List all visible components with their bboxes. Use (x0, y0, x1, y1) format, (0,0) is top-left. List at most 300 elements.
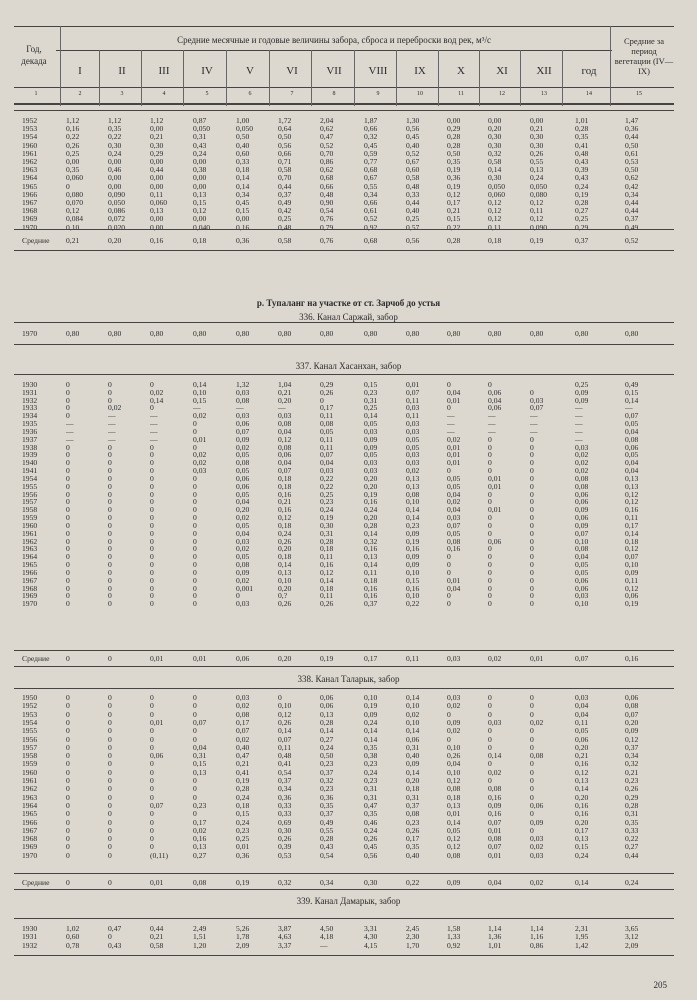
column-divider (520, 50, 521, 106)
table-cell: 0,19 (364, 701, 378, 711)
table-cell: 0,22 (406, 599, 420, 609)
table-cell: 0,08 (575, 544, 589, 554)
table-cell: 0,07 (530, 403, 544, 413)
table-cell: 0,02 (406, 709, 420, 719)
table-cell: — (278, 403, 286, 413)
table-cell: 0 (108, 878, 112, 887)
table-cell: 0 (193, 560, 197, 570)
table-row (0, 925, 697, 933)
table-cell: 0 (66, 767, 70, 777)
table-cell: 0,14 (406, 726, 420, 736)
table-cell: 0,01 (488, 505, 502, 515)
table-cell: 0,12 (278, 709, 292, 719)
table-cell: 0,25 (320, 489, 334, 499)
month-header: VIII (368, 65, 388, 77)
table-cell: 0,41 (575, 140, 589, 150)
table-row (0, 569, 697, 577)
table-cell: 0,00 (108, 173, 122, 183)
table-row (0, 133, 697, 141)
month-header: XII (536, 65, 552, 77)
table-cell: — (193, 403, 201, 413)
table-cell: 0 (66, 505, 70, 515)
table-cell: 0,02 (575, 450, 589, 460)
table-cell: 0,52 (625, 236, 639, 245)
table-cell: 0 (193, 426, 197, 436)
table-cell: 0,14 (320, 726, 334, 736)
table-cell: 0,28 (447, 132, 461, 142)
table-cell: 0,050 (530, 181, 548, 191)
table-cell: 0,08 (575, 481, 589, 491)
table-cell: 0 (320, 395, 324, 405)
table-cell: 0,44 (625, 198, 639, 207)
table-cell: 0,17 (193, 817, 207, 827)
table-cell: 0,20 (364, 513, 378, 523)
table-cell: 0,18 (193, 236, 207, 245)
table-cell: 0 (488, 489, 492, 499)
table-cell: 1,16 (530, 932, 544, 942)
table-cell: 0,62 (320, 124, 334, 134)
table-cell: 0,12 (625, 734, 639, 744)
table-cell: 0,30 (488, 173, 502, 183)
table-cell: 0,28 (364, 520, 378, 530)
table-cell: 0 (193, 599, 197, 609)
table-cell: 0,23 (406, 817, 420, 827)
table-cell: 0,03 (364, 458, 378, 468)
table-cell: 0,26 (320, 599, 334, 609)
table-cell: 0 (66, 403, 70, 413)
table-cell: 0 (66, 709, 70, 719)
table-cell: 0,43 (575, 173, 589, 183)
table-cell: 1969 (22, 214, 38, 224)
table-cell: 0,16 (625, 654, 639, 663)
average-row (0, 879, 697, 887)
table-cell: 0,11 (406, 654, 420, 663)
table-cell: 0 (108, 734, 112, 744)
table-cell: 0,53 (278, 850, 292, 860)
table-cell: 0,040 (193, 222, 211, 232)
table-cell: 0,04 (320, 458, 334, 468)
table-cell: 0 (66, 489, 70, 499)
column-number: 15 (636, 91, 642, 97)
table-cell: 0,36 (625, 124, 639, 134)
table-cell: 0 (66, 776, 70, 785)
table-cell: 0,09 (236, 567, 250, 577)
table-cell: — (447, 419, 455, 429)
table-cell: 0,16 (575, 759, 589, 769)
table-cell: 0,25 (66, 148, 80, 158)
table-row (0, 785, 697, 793)
table-cell: — (575, 426, 583, 436)
table-row (0, 498, 697, 506)
table-cell: 0,32 (364, 132, 378, 142)
table-cell: 0,57 (406, 222, 420, 232)
table-cell: 0,55 (364, 181, 378, 191)
table-cell: 0 (66, 181, 70, 191)
table-cell: 0,26 (364, 834, 378, 844)
table-cell: 0,28 (447, 236, 461, 245)
table-row (0, 397, 697, 405)
table-cell: 0,33 (236, 157, 250, 166)
table-cell: 2,09 (236, 940, 250, 950)
table-cell: 0 (193, 784, 197, 794)
table-cell: 0,13 (364, 552, 378, 562)
table-cell: — (447, 411, 455, 421)
river-title: р. Тупаланг на участке от ст. Зарчоб до устья (256, 298, 441, 308)
table-cell: 0 (150, 834, 154, 844)
table-cell: 0,52 (320, 140, 334, 150)
table-cell: 0,080 (66, 189, 84, 199)
table-cell: 0,47 (236, 751, 250, 761)
table-cell: 0,11 (530, 206, 544, 216)
table-cell: 0,32 (320, 776, 334, 785)
table-cell: 0,04 (236, 528, 250, 538)
table-cell: 0 (108, 726, 112, 736)
column-divider (438, 50, 439, 106)
table-cell: 0,70 (278, 173, 292, 183)
table-cell: 0,05 (236, 450, 250, 460)
table-cell: 0 (66, 575, 70, 585)
table-cell: 0,58 (488, 157, 502, 166)
table-cell: 0 (108, 505, 112, 515)
table-cell: 0,14 (488, 165, 502, 175)
table-cell: 0,10 (575, 599, 589, 609)
table-cell: 0,13 (193, 189, 207, 199)
table-cell: 0,16 (488, 792, 502, 802)
table-cell: 0,35 (575, 132, 589, 142)
table-cell: 0,10 (406, 497, 420, 507)
table-cell: 0,11 (320, 442, 334, 452)
table-cell: 0,02 (236, 513, 250, 523)
table-cell: 0 (530, 473, 534, 483)
table-cell: 0 (108, 544, 112, 554)
month-header: VI (286, 65, 298, 77)
table-cell: 0,08 (406, 489, 420, 499)
table-cell: 0,26 (447, 751, 461, 761)
table-cell: 0,02 (530, 717, 544, 727)
table-cell: 0,08 (278, 442, 292, 452)
table-cell: 0,07 (278, 734, 292, 744)
table-cell: — (575, 411, 583, 421)
table-cell: 0,16 (406, 544, 420, 554)
table-cell: 0 (193, 591, 197, 601)
table-cell: 0 (447, 599, 451, 609)
table-cell: 0,06 (575, 583, 589, 593)
table-cell: 0,60 (66, 932, 80, 942)
table-cell: 0,10 (406, 567, 420, 577)
table-cell: 0,01 (150, 878, 164, 887)
table-cell: 0 (66, 800, 70, 810)
table-cell: 0,04 (488, 878, 502, 887)
table-cell: 0,04 (447, 489, 461, 499)
table-cell: 1962 (22, 784, 38, 794)
table-cell: 0,40 (406, 140, 420, 150)
table-cell: 0,80 (66, 329, 80, 338)
table-cell: 0,19 (447, 165, 461, 175)
table-cell: 0,20 (575, 792, 589, 802)
table-cell: 0,10 (575, 536, 589, 546)
table-cell: 0,03 (406, 450, 420, 460)
table-cell: 1,04 (278, 380, 292, 389)
table-cell: 0,12 (530, 198, 544, 207)
table-cell: 0,06 (625, 442, 639, 452)
table-cell: 0 (447, 734, 451, 744)
table-cell: (0,11) (150, 850, 169, 860)
column-divider (269, 50, 270, 106)
table-cell: 0,67 (364, 173, 378, 183)
table-cell: 0 (193, 734, 197, 744)
column-divider (311, 50, 312, 106)
table-cell: 0,06 (575, 575, 589, 585)
table-cell: 1,51 (193, 932, 207, 942)
table-cell: 0,05 (364, 419, 378, 429)
table-cell: 0,13 (150, 206, 164, 216)
table-cell: 0 (488, 583, 492, 593)
table-cell: 0 (150, 442, 154, 452)
table-cell: 0 (66, 809, 70, 819)
table-cell: 0 (66, 878, 70, 887)
table-cell: 0,66 (364, 124, 378, 134)
table-cell: 0,18 (278, 520, 292, 530)
table-cell: 1938 (22, 442, 38, 452)
table-cell: 0,08 (320, 419, 334, 429)
table-cell: 0,25 (236, 834, 250, 844)
table-cell: 0,70 (320, 148, 334, 158)
table-cell: 1954 (22, 473, 38, 483)
table-cell: 0,48 (320, 189, 334, 199)
table-cell: 0 (150, 842, 154, 852)
table-row (0, 545, 697, 553)
table-cell: 0 (108, 387, 112, 397)
table-cell: 0 (150, 792, 154, 802)
table-cell: 0 (150, 825, 154, 835)
table-cell: 0,14 (625, 528, 639, 538)
table-cell: 0 (150, 726, 154, 736)
table-cell: 0,80 (406, 329, 420, 338)
table-cell: 0 (108, 567, 112, 577)
table-cell: 0 (66, 395, 70, 405)
table-cell: 0,03 (236, 599, 250, 609)
table-cell: 1956 (22, 734, 38, 744)
table-cell: 0,04 (236, 497, 250, 507)
table-cell: 0,03 (406, 426, 420, 436)
table-cell: 0,07 (625, 411, 639, 421)
table-cell: 0,36 (320, 792, 334, 802)
table-cell: 0,02 (236, 701, 250, 711)
table-cell: 0,00 (193, 157, 207, 166)
table-cell: 0,50 (320, 751, 334, 761)
table-cell: 0,80 (488, 329, 502, 338)
table-row (0, 736, 697, 744)
table-cell: 0,68 (364, 165, 378, 175)
table-cell: 0,13 (278, 567, 292, 577)
table-cell: 0,37 (320, 809, 334, 819)
table-cell: 0 (193, 505, 197, 515)
table-cell: 0,07 (236, 726, 250, 736)
table-cell: 0 (193, 520, 197, 530)
table-cell: 0,80 (364, 329, 378, 338)
table-cell: 0,26 (320, 387, 334, 397)
table-cell: 0,084 (66, 214, 84, 224)
table-cell: 0,22 (320, 481, 334, 491)
table-cell: 0,45 (236, 198, 250, 207)
table-cell: 0,02 (488, 767, 502, 777)
table-cell: 0 (108, 520, 112, 530)
table-row (0, 553, 697, 561)
table-cell: 1953 (22, 124, 38, 134)
table-cell: 0 (530, 497, 534, 507)
table-cell: 1961 (22, 528, 38, 538)
table-cell: 0,09 (447, 878, 461, 887)
table-cell: 0,06 (625, 591, 639, 601)
table-cell: 0 (150, 552, 154, 562)
table-cell: 0,02 (236, 734, 250, 744)
table-cell: 0 (193, 481, 197, 491)
table-cell: 0,36 (236, 850, 250, 860)
table-cell: 0,12 (530, 214, 544, 224)
table-cell: 0,04 (625, 426, 639, 436)
table-cell: 0 (530, 759, 534, 769)
table-cell: 0,15 (364, 380, 378, 389)
table-cell: 0,12 (320, 567, 334, 577)
table-cell: 0,09 (530, 817, 544, 827)
table-cell: 0,34 (320, 878, 334, 887)
table-row (0, 166, 697, 174)
table-cell: 0,00 (530, 116, 544, 125)
table-cell: — (530, 411, 538, 421)
table-cell: 1,12 (108, 116, 122, 125)
table-cell: 0,14 (364, 734, 378, 744)
table-cell: 1932 (22, 395, 38, 405)
table-cell: 0,16 (320, 560, 334, 570)
table-cell: 0,24 (236, 817, 250, 827)
table-cell: 0 (530, 767, 534, 777)
table-cell: 0,05 (575, 726, 589, 736)
table-cell: 0,10 (406, 591, 420, 601)
table-cell: 0,08 (530, 751, 544, 761)
table-cell: 0 (108, 528, 112, 538)
table-cell: 0 (150, 520, 154, 530)
table-cell: 1952 (22, 116, 38, 125)
table-cell: 0 (150, 809, 154, 819)
table-cell: 0 (150, 466, 154, 476)
table-cell: 0 (66, 759, 70, 769)
table-cell: 0 (193, 701, 197, 711)
table-cell: 0,02 (236, 575, 250, 585)
table-cell: 0 (108, 591, 112, 601)
table-cell: 2,09 (625, 940, 639, 950)
table-cell: 0,05 (364, 450, 378, 460)
table-cell: 0,30 (530, 140, 544, 150)
month-header: III (158, 65, 170, 77)
table-cell: 0,04 (488, 395, 502, 405)
table-cell: 0 (66, 591, 70, 601)
table-cell: 0,27 (320, 734, 334, 744)
table-cell: 0,05 (236, 552, 250, 562)
table-row (0, 769, 697, 777)
table-cell: 0,06 (406, 734, 420, 744)
table-cell: 0,45 (364, 140, 378, 150)
table-row (0, 381, 697, 389)
column-number: 14 (586, 91, 592, 97)
table-cell: 0,23 (406, 520, 420, 530)
table-cell: 0 (193, 567, 197, 577)
table-cell: 1957 (22, 497, 38, 507)
table-cell: 0 (150, 583, 154, 593)
table-cell: 0,24 (193, 148, 207, 158)
table-cell: 4,50 (320, 924, 334, 933)
table-cell: 0 (108, 767, 112, 777)
table-cell: 0,10 (447, 767, 461, 777)
table-cell: 0,04 (447, 505, 461, 515)
table-cell: 0,28 (236, 784, 250, 794)
table-row (0, 389, 697, 397)
table-cell: 0,07 (447, 520, 461, 530)
table-cell: 0,03 (530, 395, 544, 405)
table-cell: 0 (66, 528, 70, 538)
table-cell: 0 (488, 776, 492, 785)
table-cell: 0,04 (193, 742, 207, 752)
table-cell: 0 (150, 528, 154, 538)
table-cell: 1952 (22, 701, 38, 711)
table-cell: 0 (530, 560, 534, 570)
table-cell: 0,67 (406, 157, 420, 166)
table-cell: 0,23 (364, 776, 378, 785)
table-cell: 0 (108, 751, 112, 761)
table-cell: 0,05 (447, 473, 461, 483)
table-cell: 0,11 (364, 567, 378, 577)
table-cell: 0,00 (236, 214, 250, 224)
table-cell: 0 (66, 473, 70, 483)
table-cell: 0,31 (625, 809, 639, 819)
table-cell: 0,10 (66, 222, 80, 232)
table-cell: 0,09 (406, 528, 420, 538)
table-cell: 0 (108, 395, 112, 405)
header-main: Средние месячные и годовые величины забора, сброса и переброски вод рек, м³/с (177, 35, 491, 45)
row-separator (14, 229, 674, 230)
table-cell: 0 (108, 481, 112, 491)
table-cell: 0,01 (447, 458, 461, 468)
table-cell: 0,06 (278, 450, 292, 460)
table-cell: 1,32 (236, 380, 250, 389)
table-cell: 0 (488, 434, 492, 444)
table-cell: 0 (108, 784, 112, 794)
table-cell: 0,34 (236, 189, 250, 199)
table-cell: 0,21 (530, 124, 544, 134)
table-cell: 0,80 (236, 329, 250, 338)
table-cell: 3,65 (625, 924, 639, 933)
table-cell: 0 (150, 767, 154, 777)
table-cell: 0 (108, 776, 112, 785)
table-cell: 0 (447, 591, 451, 601)
table-cell: 0,30 (150, 140, 164, 150)
table-cell: 1,12 (150, 116, 164, 125)
table-cell: 0 (193, 809, 197, 819)
table-cell: 0 (488, 742, 492, 752)
table-cell: 1,01 (575, 116, 589, 125)
table-cell: 0,03 (236, 411, 250, 421)
table-cell: 1,47 (625, 116, 639, 125)
table-row (0, 444, 697, 452)
table-cell: 1935 (22, 419, 38, 429)
table-cell: 0,03 (488, 717, 502, 727)
table-cell: — (108, 426, 116, 436)
table-cell: 0,80 (320, 329, 334, 338)
table-cell: 0,79 (320, 222, 334, 232)
table-cell: 0 (108, 932, 112, 942)
table-cell: 0,32 (364, 536, 378, 546)
table-cell: 0,14 (364, 411, 378, 421)
table-cell: 0,07 (625, 552, 639, 562)
